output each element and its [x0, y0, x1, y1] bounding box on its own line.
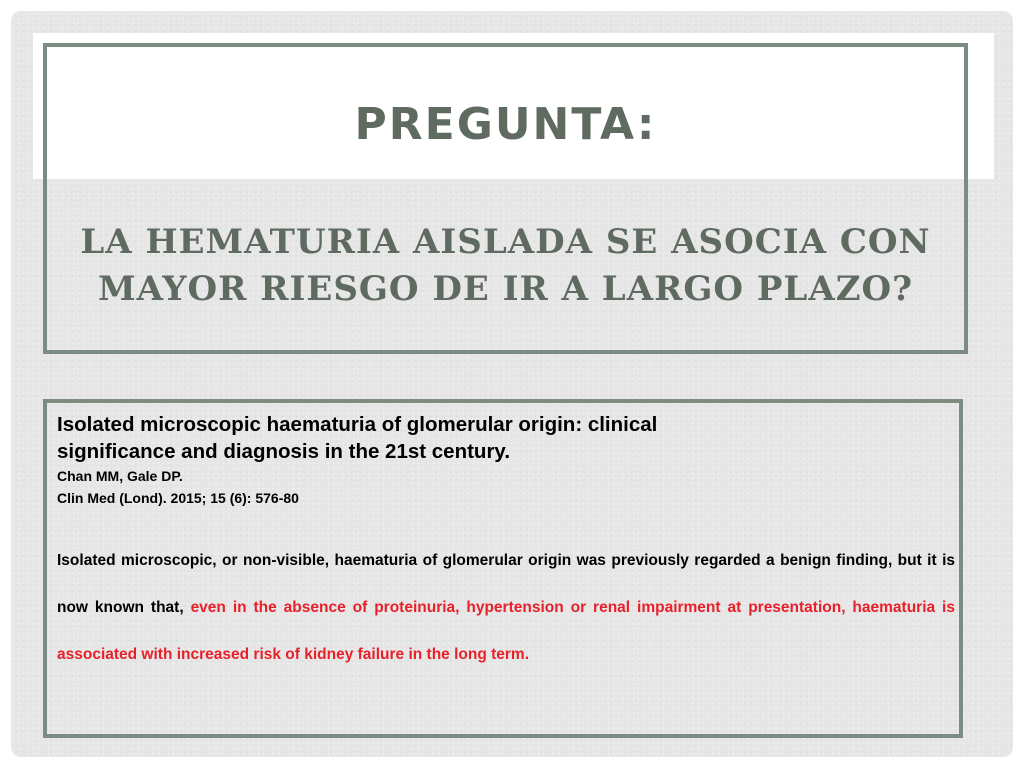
abstract-highlighted-text: even in the absence of proteinuria, hypertension or renal impairment at presentation, haematuria is associated with increased risk of kidney failure in the long term. [57, 599, 955, 663]
reference-abstract [57, 537, 955, 678]
reference-title [57, 411, 955, 465]
slide-title: PREGUNTA: [354, 99, 657, 150]
reference-title-line-2: significance and diagnosis in the 21st century. [57, 440, 511, 463]
slide-subtitle [47, 219, 964, 313]
slide-background [11, 11, 1013, 757]
reference-title-line-1: Isolated microscopic haematuria of glomerular origin: clinical [57, 413, 658, 436]
slide-subtitle-line-2: MAYOR RIESGO DE IR A LARGO PLAZO? [97, 269, 914, 309]
reference-content [57, 411, 955, 678]
abstract-plain-text: Isolated microscopic, or non-visible, haematuria of glomerular origin was previously regarded a benign finding, but it is now known that, [57, 552, 955, 616]
reference-authors: Chan MM, Gale DP. [57, 468, 183, 484]
reference-box [43, 399, 963, 738]
slide-subtitle-line-1: LA HEMATURIA AISLADA SE ASOCIA CON [80, 222, 931, 262]
reference-citation: Clin Med (Lond). 2015; 15 (6): 576-80 [57, 490, 299, 506]
title-frame [43, 43, 968, 354]
